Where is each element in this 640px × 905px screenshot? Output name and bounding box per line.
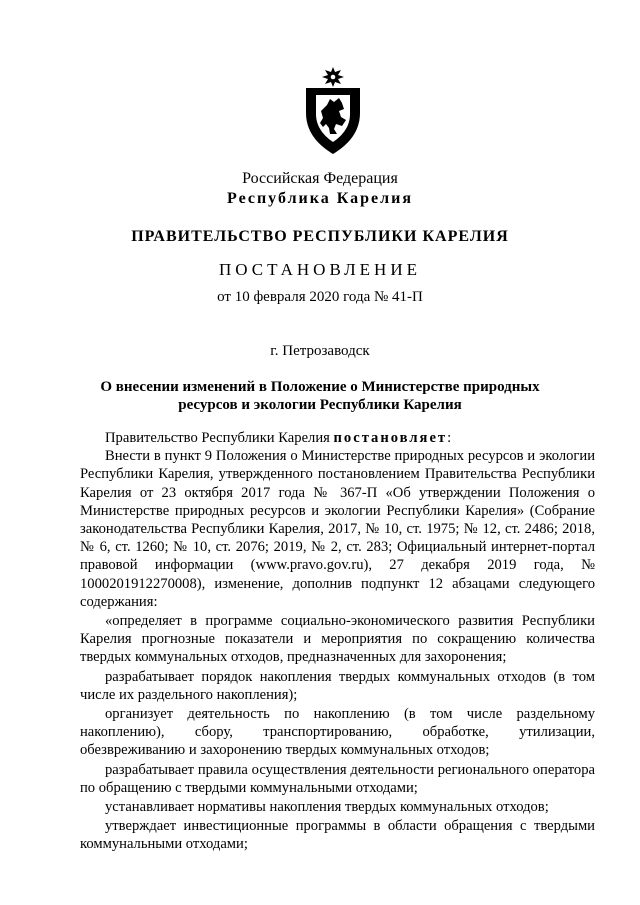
intro-prefix: Правительство Республики Карелия: [105, 430, 334, 446]
body-paragraph: Внести в пункт 9 Положения о Министерстве природных ресурсов и экологии Республики Карелия, утвержденного постановлением Правительства Республики Карелия от 23 октября 2017 года № 367-П «Об утверждении Положения о Министерстве природных ресурсов и экологии Республики Карелия» (Собрание законодательства Республики Карелия, 2017, № 10, ст. 1975; № 12, ст. 2486; 2018, № 6, ст. 1260; № 10, ст. 2076; 2019, № 2, ст. 283; Официальный интернет-портал правовой информации (www.pravo.gov.ru), 27 декабря 2019 года, № 1000201912270008), изменение, дополнив подпункт 12 абзацами следующего содержания:: [80, 448, 595, 610]
decree-city: г. Петрозаводск: [270, 343, 370, 359]
body-paragraph: разрабатывает правила осуществления деятельности регионального оператора по обращению с твердыми коммунальными отходами;: [80, 761, 595, 796]
intro-keyword: постановляет: [333, 430, 448, 446]
body-paragraph: утверждает инвестиционные программы в области обращения с твердыми коммунальными отходами;: [80, 818, 595, 853]
decree-title: [95, 378, 545, 414]
body-paragraph: «определяет в программе социально-экономического развития Республики Карелия прогнозные показатели и мероприятия по сокращению количества твердых коммунальных отходов, предназначенных для захоронения;: [80, 613, 595, 666]
intro-suffix: :: [447, 430, 452, 446]
body-paragraph: разрабатывает порядок накопления твердых коммунальных отходов (в том числе их раздельного накопления);: [80, 668, 595, 703]
body-paragraph: устанавливает нормативы накопления твердых коммунальных отходов;: [105, 799, 549, 816]
karelia-coat-of-arms-icon: [299, 66, 367, 156]
decree-title-line: ресурсов и экологии Республики Карелия: [178, 397, 462, 413]
country-name: Российская Федерация: [242, 170, 398, 187]
decree-date-number: от 10 февраля 2020 года № 41-П: [217, 289, 423, 305]
decree-type: ПОСТАНОВЛЕНИЕ: [218, 260, 421, 279]
body-paragraph: организует деятельность по накоплению (в том числе раздельному накоплению), сбору, транспортированию, обработке, утилизации, обезвреживанию и захоронению твердых коммунальных отходов;: [80, 706, 595, 759]
intro-paragraph: [80, 429, 595, 447]
decree-body: [80, 429, 595, 854]
republic-name: Республика Карелия: [227, 190, 413, 207]
decree-title-line: О внесении изменений в Положение о Министерстве природных: [100, 379, 540, 395]
government-name: ПРАВИТЕЛЬСТВО РЕСПУБЛИКИ КАРЕЛИЯ: [131, 228, 509, 245]
